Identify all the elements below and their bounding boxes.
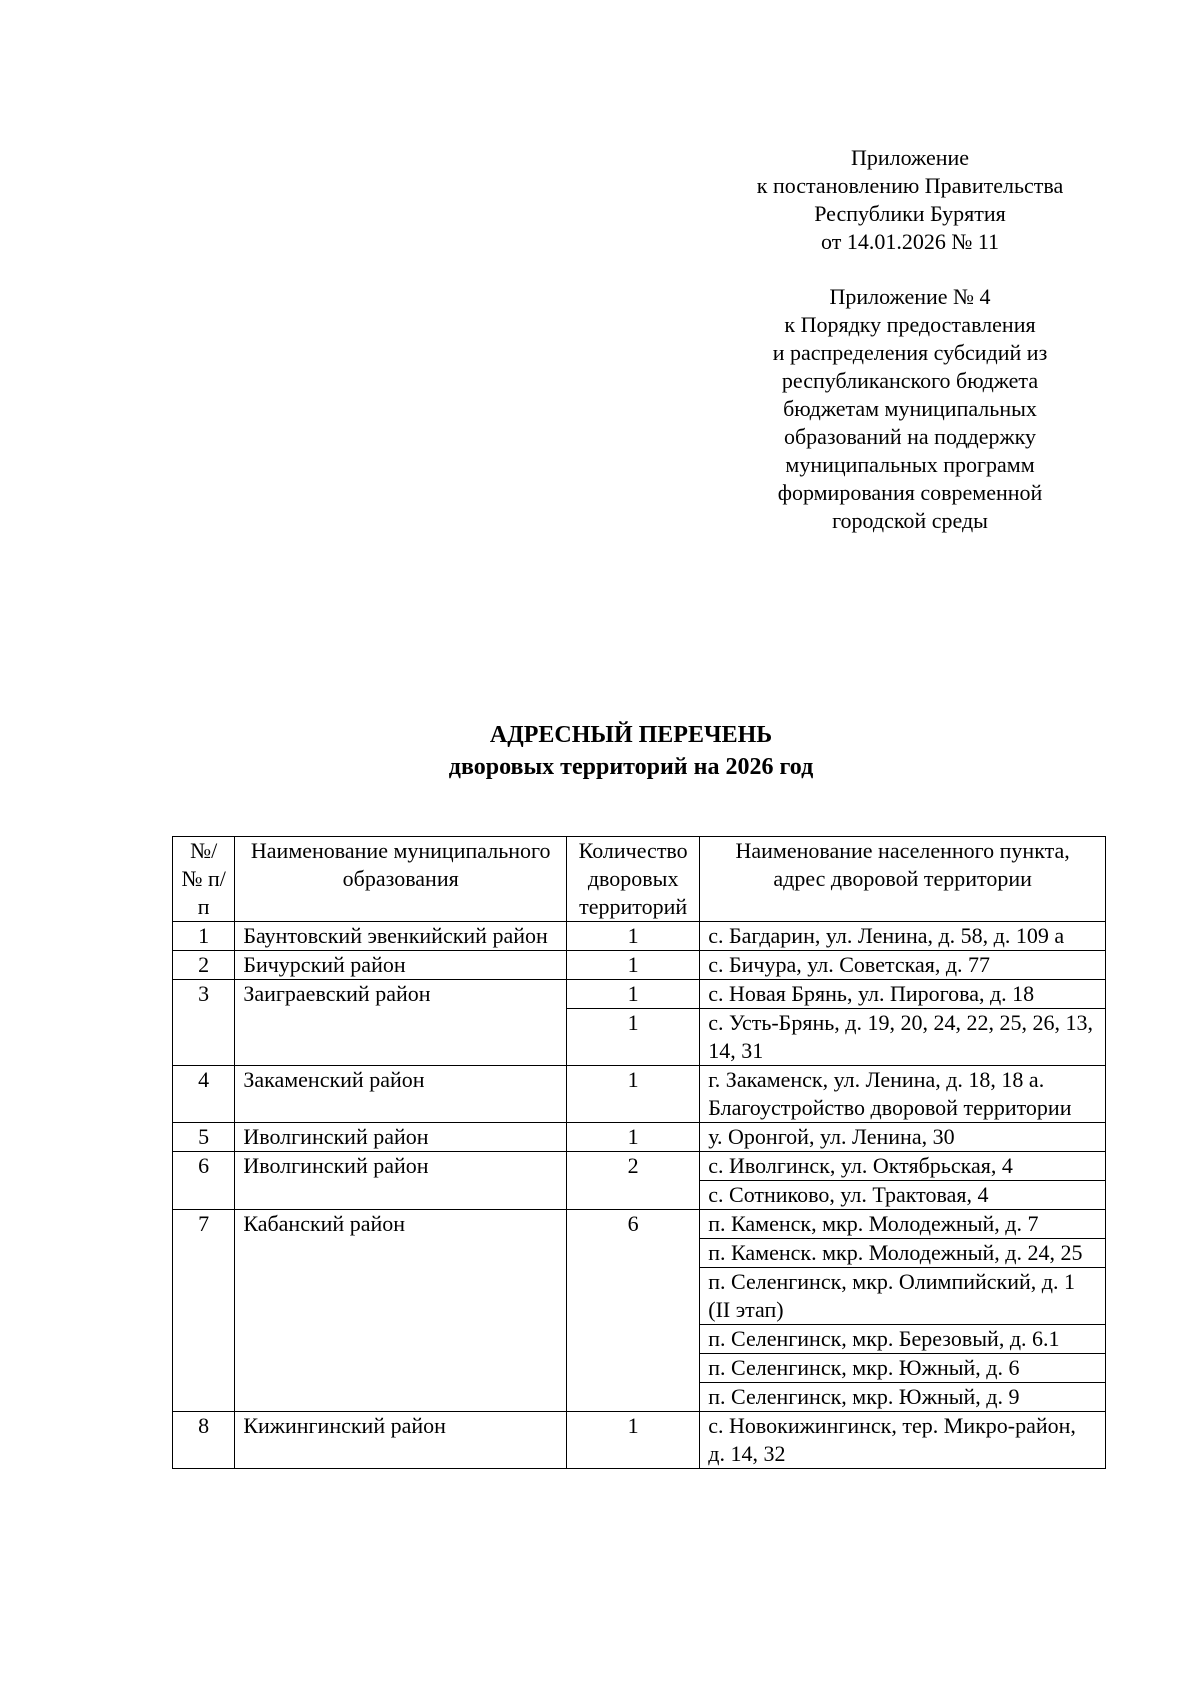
appendix-header-line: Республики Бурятия	[814, 201, 1006, 226]
header-num: №/№ п/п	[173, 837, 235, 922]
appendix-4-line: муниципальных программ	[785, 452, 1035, 477]
appendix-4-line: Приложение № 4	[829, 284, 991, 309]
row-number: 7	[173, 1210, 235, 1412]
header-address: Наименование населенного пункта, адрес дворовой территории	[700, 837, 1106, 922]
row-address: п. Селенгинск, мкр. Южный, д. 9	[700, 1383, 1106, 1412]
row-address: с. Новая Брянь, ул. Пирогова, д. 18	[700, 980, 1106, 1009]
row-count: 1	[567, 922, 700, 951]
appendix-4-line: бюджетам муниципальных	[783, 396, 1037, 421]
row-municipality: Кабанский район	[235, 1210, 567, 1412]
appendix-header-line: от 14.01.2026 № 11	[821, 229, 999, 254]
row-count: 1	[567, 980, 700, 1009]
row-count: 1	[567, 1412, 700, 1469]
row-municipality: Иволгинский район	[235, 1123, 567, 1152]
row-address: п. Селенгинск, мкр. Южный, д. 6	[700, 1354, 1106, 1383]
title-line-1: АДРЕСНЫЙ ПЕРЕЧЕНЬ	[489, 722, 773, 748]
table-row	[173, 951, 1106, 980]
appendix-4-line: республиканского бюджета	[781, 368, 1039, 393]
row-count: 1	[567, 1009, 700, 1066]
row-number: 8	[173, 1412, 235, 1469]
row-count: 1	[567, 951, 700, 980]
appendix-4-line: формирования современной	[777, 480, 1043, 505]
table-row	[173, 1210, 1106, 1239]
row-number: 2	[173, 951, 235, 980]
title-line-2: дворовых территорий на 2026 год	[448, 754, 814, 780]
row-address: п. Каменск, мкр. Молодежный, д. 7	[700, 1210, 1106, 1239]
row-number: 6	[173, 1152, 235, 1210]
document-title	[0, 719, 1200, 783]
row-municipality: Бичурский район	[235, 951, 567, 980]
row-address: с. Иволгинск, ул. Октябрьская, 4	[700, 1152, 1106, 1181]
row-number: 1	[173, 922, 235, 951]
row-number: 5	[173, 1123, 235, 1152]
row-number: 3	[173, 980, 235, 1066]
appendix-header	[700, 144, 1120, 256]
row-address: у. Оронгой, ул. Ленина, 30	[700, 1123, 1106, 1152]
appendix-4-line: городской среды	[832, 508, 988, 533]
row-address: п. Каменск. мкр. Молодежный, д. 24, 25	[700, 1239, 1106, 1268]
table-row	[173, 1066, 1106, 1123]
row-address: с. Бичура, ул. Советская, д. 77	[700, 951, 1106, 980]
table-row	[173, 980, 1106, 1009]
row-municipality: Иволгинский район	[235, 1152, 567, 1210]
row-count: 1	[567, 1066, 700, 1123]
row-address: с. Усть-Брянь, д. 19, 20, 24, 22, 25, 26, 13, 14, 31	[700, 1009, 1106, 1066]
address-list-table	[172, 836, 1106, 1469]
appendix-4-header	[700, 283, 1120, 535]
row-count: 2	[567, 1152, 700, 1210]
row-address: п. Селенгинск, мкр. Олимпийский, д. 1 (II этап)	[700, 1268, 1106, 1325]
appendix-4-line: к Порядку предоставления	[784, 312, 1036, 337]
row-municipality: Закаменский район	[235, 1066, 567, 1123]
appendix-header-line: к постановлению Правительства	[756, 173, 1064, 198]
row-count: 6	[567, 1210, 700, 1412]
table-row	[173, 1412, 1106, 1469]
row-municipality: Заиграевский район	[235, 980, 567, 1066]
header-count: Количество дворовых территорий	[567, 837, 700, 922]
table-row	[173, 922, 1106, 951]
row-number: 4	[173, 1066, 235, 1123]
row-address: с. Сотниково, ул. Трактовая, 4	[700, 1181, 1106, 1210]
header-municipality: Наименование муниципального образования	[235, 837, 567, 922]
row-address: с. Багдарин, ул. Ленина, д. 58, д. 109 а	[700, 922, 1106, 951]
table-row	[173, 1152, 1106, 1181]
appendix-header-line: Приложение	[850, 145, 970, 170]
table-header-row	[173, 837, 1106, 922]
appendix-4-line: образований на поддержку	[783, 424, 1037, 449]
row-address: г. Закаменск, ул. Ленина, д. 18, 18 а. Благоустройство дворовой территории	[700, 1066, 1106, 1123]
table-row	[173, 1123, 1106, 1152]
row-municipality: Кижингинский район	[235, 1412, 567, 1469]
row-municipality: Баунтовский эвенкийский район	[235, 922, 567, 951]
row-address: п. Селенгинск, мкр. Березовый, д. 6.1	[700, 1325, 1106, 1354]
appendix-4-line: и распределения субсидий из	[772, 340, 1048, 365]
row-count: 1	[567, 1123, 700, 1152]
row-address: с. Новокижингинск, тер. Микро-район, д. 14, 32	[700, 1412, 1106, 1469]
